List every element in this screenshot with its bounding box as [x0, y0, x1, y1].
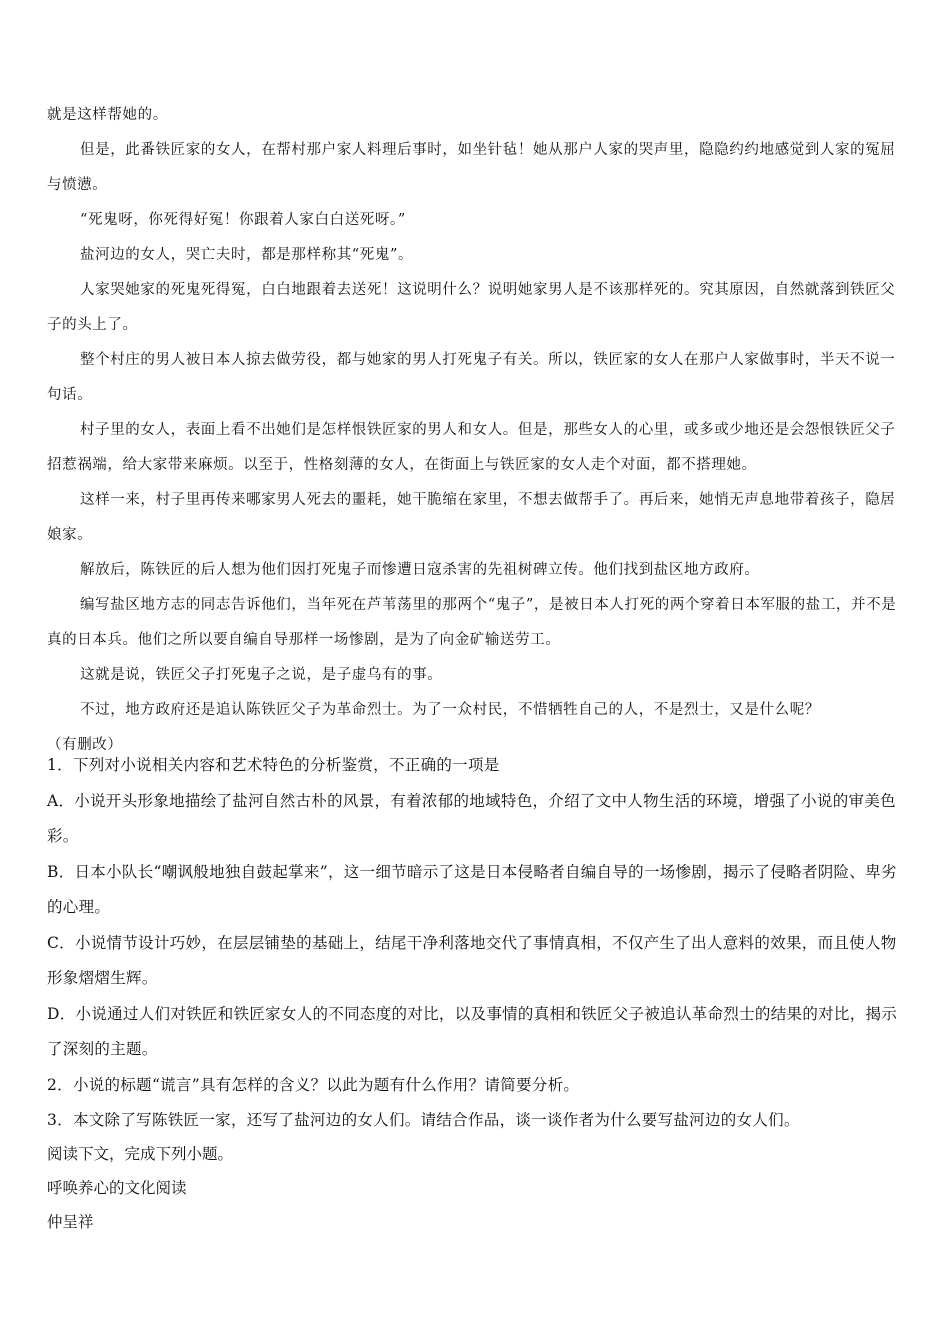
story-paragraph: 整个村庄的男人被日本人掠去做劳役，都与她家的男人打死鬼子有关。所以，铁匠家的女人在那户人家做事时，半天不说一句话。	[47, 352, 896, 403]
story-paragraph: 这样一来，村子里再传来哪家男人死去的噩耗，她干脆缩在家里，不想去做帮手了。再后来，她悄无声息地带着孩子，隐居娘家。	[47, 492, 896, 543]
reading-instruction: 阅读下文，完成下列小题。	[47, 1145, 234, 1163]
source-note: （有删改）	[47, 737, 123, 753]
question-2: 2．小说的标题“谎言”具有怎样的含义？以此为题有什么作用？请简要分析。	[47, 1075, 580, 1094]
article-author: 仲呈祥	[47, 1213, 94, 1231]
next-section	[47, 1137, 907, 1239]
story-paragraph: “死鬼呀，你死得好冤！你跟着人家白白送死呀。”	[80, 212, 406, 228]
question-list	[47, 748, 907, 1139]
story-paragraph: 不过，地方政府还是追认陈铁匠父子为革命烈士。为了一众村民，不惜牺牲自己的人，不是烈士，又是什么呢？	[80, 702, 820, 718]
option-a: A．小说开头形象地描绘了盐河自然古朴的风景，有着浓郁的地域特色，介绍了文中人物生活的环境，增强了小说的审美色彩。	[47, 791, 896, 845]
story-paragraph: 但是，此番铁匠家的女人，在帮村那户家人料理后事时，如坐针毡！她从那户人家的哭声里，隐隐约约地感觉到人家的冤屈与愤懑。	[47, 142, 896, 193]
option-c: C．小说情节设计巧妙，在层层铺垫的基础上，结尾干净利落地交代了事情真相，不仅产生了出人意料的效果，而且使人物形象熠熠生辉。	[47, 933, 897, 987]
question-3: 3．本文除了写陈铁匠一家，还写了盐河边的女人们。请结合作品，谈一谈作者为什么要写盐河边的女人们。	[47, 1111, 800, 1129]
story-text	[47, 98, 903, 763]
question-1: 1．下列对小说相关内容和艺术特色的分析鉴赏，不正确的一项是	[47, 756, 500, 774]
story-paragraph: 盐河边的女人，哭亡夫时，都是那样称其“死鬼”。	[80, 247, 414, 263]
option-b: B．日本小队长“嘲讽般地独自鼓起掌来”，这一细节暗示了这是日本侵略者自编自导的一场惨剧，揭示了侵略者阴险、卑劣的心理。	[47, 862, 897, 916]
story-paragraph: 解放后，陈铁匠的后人想为他们因打死鬼子而惨遭日寇杀害的先祖树碑立传。他们找到盐区地方政府。	[80, 562, 760, 578]
story-paragraph: 人家哭她家的死鬼死得冤，白白地跟着去送死！这说明什么？说明她家男人是不该那样死的。究其原因，自然就落到铁匠父子的头上了。	[47, 282, 896, 333]
story-paragraph: 编写盐区地方志的同志告诉他们，当年死在芦苇荡里的那两个“鬼子”，是被日本人打死的两个穿着日本军服的盐工，并不是真的日本兵。他们之所以要自编自导那样一场惨剧，是为了向金矿输送劳工。	[47, 597, 897, 648]
story-paragraph: 就是这样帮她的。	[47, 107, 168, 123]
story-paragraph: 村子里的女人，表面上看不出她们是怎样恨铁匠家的男人和女人。但是，那些女人的心里，或多或少地还是会怨恨铁匠父子招惹祸端，给大家带来麻烦。以至于，性格刻薄的女人，在街面上与铁匠家的女人走个对面，都不搭理她。	[47, 422, 896, 473]
story-paragraph: 这就是说，铁匠父子打死鬼子之说，是子虚乌有的事。	[80, 667, 443, 683]
option-d: D．小说通过人们对铁匠和铁匠家女人的不同态度的对比，以及事情的真相和铁匠父子被追认革命烈士的结果的对比，揭示了深刻的主题。	[47, 1004, 898, 1058]
article-title: 呼唤养心的文化阅读	[47, 1179, 187, 1197]
